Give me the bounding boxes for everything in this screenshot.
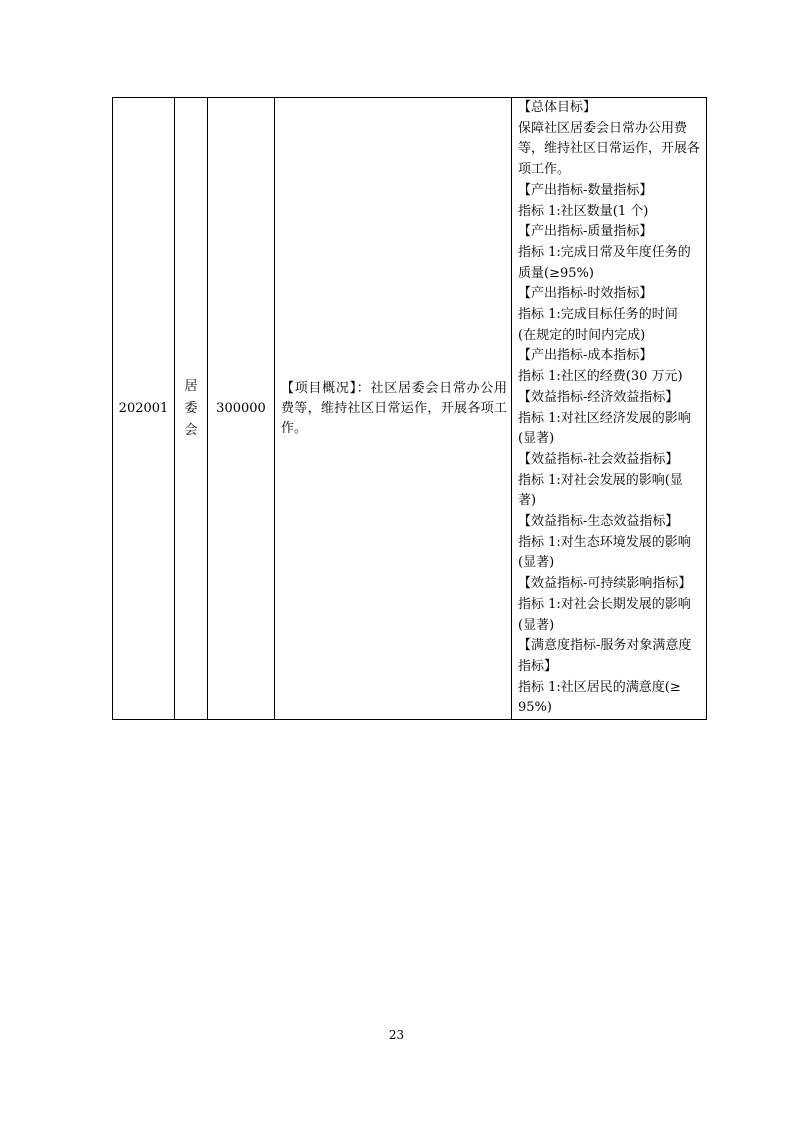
performance-target-table bbox=[112, 97, 707, 720]
table-row bbox=[113, 98, 707, 720]
target-line: (显著) bbox=[518, 431, 555, 447]
target-line: 【产出指标-数量指标】 bbox=[518, 182, 653, 198]
target-line: (在规定的时间内完成) bbox=[518, 327, 646, 343]
amount-value: 300000 bbox=[216, 401, 266, 417]
target-line: 【满意度指标-服务对象满意度 bbox=[518, 638, 692, 654]
target-line: 【总体目标】 bbox=[518, 100, 597, 115]
page-number: 23 bbox=[388, 1028, 405, 1042]
performance-targets-list bbox=[512, 98, 706, 719]
project-overview-cell bbox=[275, 98, 512, 720]
target-line: (显著) bbox=[518, 555, 555, 571]
target-line: 【效益指标-经济效益指标】 bbox=[518, 389, 679, 405]
target-line: 项工作。 bbox=[518, 162, 571, 178]
target-line: 质量(≥95%) bbox=[518, 265, 594, 281]
unit-name-char: 会 bbox=[184, 422, 198, 438]
project-code: 202001 bbox=[118, 401, 169, 417]
target-line: 指标 1:社区居民的满意度(≥ bbox=[518, 679, 681, 695]
target-line: 【产出指标-时效指标】 bbox=[518, 286, 653, 302]
target-line: 指标】 bbox=[518, 658, 558, 674]
target-line: 指标 1:完成日常及年度任务的 bbox=[518, 244, 691, 260]
target-line: 指标 1:社区数量(1 个) bbox=[518, 203, 649, 219]
target-line: 指标 1:对社会发展的影响(显 bbox=[518, 472, 683, 488]
amount-cell bbox=[208, 98, 275, 720]
unit-name-char: 委 bbox=[184, 400, 198, 416]
unit-name-char: 居 bbox=[184, 378, 198, 394]
target-line: (显著) bbox=[518, 617, 555, 633]
target-line: 95%) bbox=[518, 700, 552, 716]
target-line: 指标 1:对社区经济发展的影响 bbox=[518, 410, 691, 426]
target-line: 等，维持社区日常运作，开展各 bbox=[518, 141, 701, 157]
target-line: 指标 1:完成目标任务的时间 bbox=[518, 307, 678, 323]
target-line: 著) bbox=[518, 493, 537, 509]
target-line: 【产出指标-质量指标】 bbox=[518, 224, 653, 240]
target-line: 保障社区居委会日常办公用费 bbox=[518, 120, 688, 136]
target-line: 【产出指标-成本指标】 bbox=[518, 348, 653, 364]
target-line: 【效益指标-生态效益指标】 bbox=[518, 514, 679, 530]
project-overview-text: 【项目概况】：社区居委会日常办公用费等，维持社区日常运作，开展各项工作。 bbox=[281, 380, 507, 436]
project-code-cell bbox=[113, 98, 175, 720]
target-line: 【效益指标-可持续影响指标】 bbox=[518, 576, 692, 592]
unit-name-cell bbox=[175, 98, 208, 720]
performance-targets-cell bbox=[512, 98, 707, 720]
target-line: 指标 1:对生态环境发展的影响 bbox=[518, 534, 691, 550]
target-line: 指标 1:社区的经费(30 万元) bbox=[518, 369, 683, 385]
target-line: 【效益指标-社会效益指标】 bbox=[518, 451, 679, 467]
target-line: 指标 1:对社会长期发展的影响 bbox=[518, 596, 691, 612]
